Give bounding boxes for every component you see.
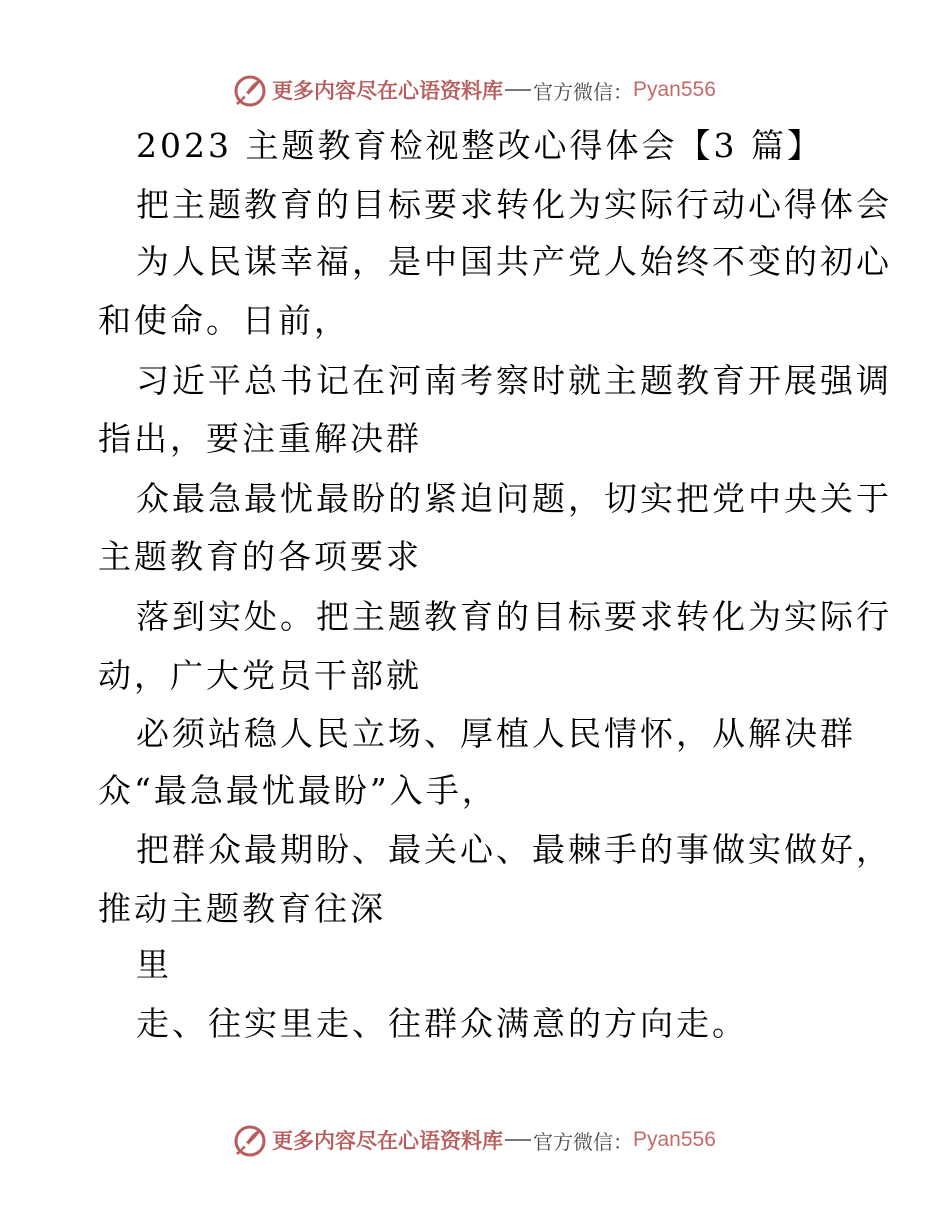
watermark-wechat-id: Pyan556 (633, 78, 716, 101)
paragraph-line: 习近平总书记在河南考察时就主题教育开展强调 (136, 361, 892, 400)
paragraph-line: 必须站稳人民立场、厚植人民情怀，从解决群 (136, 714, 856, 753)
paragraph-line: 指出，要注重解决群 (98, 419, 422, 458)
paragraph-line: 把群众最期盼、最关心、最棘手的事做实做好， (136, 830, 892, 869)
paragraph-line: 走、往实里走、往群众满意的方向走。 (136, 1004, 748, 1043)
watermark-dash (505, 89, 531, 91)
paragraph-line: 推动主题教育往深 (98, 889, 386, 928)
paragraph-line: 为人民谋幸福，是中国共产党人始终不变的初心 (136, 242, 892, 281)
watermark-text: 更多内容尽在心语资料库 (272, 1128, 503, 1153)
pen-nib-logo-icon (232, 72, 268, 108)
document-title: 2023 主题教育检视整改心得体会【3 篇】 (136, 126, 823, 165)
watermark-wechat-label: 官方微信： (533, 79, 633, 104)
paragraph-line: 里 (136, 945, 172, 984)
paragraph-line: 动，广大党员干部就 (98, 656, 422, 695)
paragraph-line: 落到实处。把主题教育的目标要求转化为实际行 (136, 597, 892, 636)
footer-watermark (232, 1120, 716, 1160)
paragraph-line: 众“最急最忧最盼”入手， (98, 771, 498, 810)
watermark-wechat-id: Pyan556 (633, 1128, 716, 1151)
paragraph-line: 众最急最忧最盼的紧迫问题，切实把党中央关于 (136, 479, 892, 518)
watermark-text: 更多内容尽在心语资料库 (272, 78, 503, 103)
watermark-wechat-label: 官方微信： (533, 1129, 633, 1154)
watermark-dash (505, 1139, 531, 1141)
pen-nib-logo-icon (232, 1122, 268, 1158)
paragraph-line: 主题教育的各项要求 (98, 537, 422, 576)
paragraph-line: 和使命。日前， (98, 301, 350, 340)
paragraph-line: 把主题教育的目标要求转化为实际行动心得体会 (136, 185, 892, 224)
header-watermark (232, 70, 716, 110)
